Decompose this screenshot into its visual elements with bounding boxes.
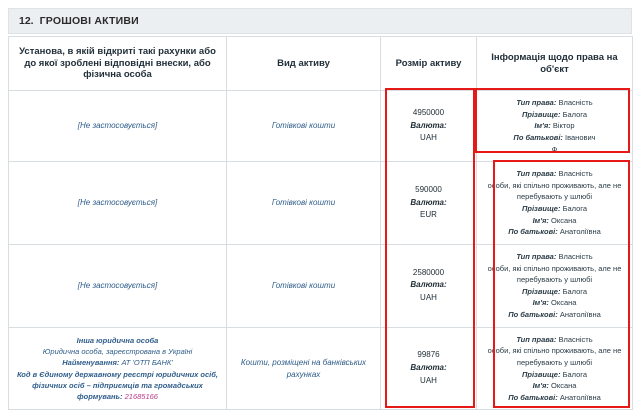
firstname-value: Віктор: [552, 121, 575, 131]
not-applicable-label: [Не застосовується]: [77, 121, 158, 131]
lastname-label: Прізвище:: [521, 204, 561, 213]
firstname-value: Оксана: [551, 298, 577, 308]
asset-amount-value: 2580000: [412, 267, 445, 277]
firstname-value: Оксана: [551, 215, 577, 225]
firstname-value: Оксана: [551, 381, 577, 391]
not-applicable-label: [Не застосовується]: [77, 280, 158, 290]
asset-amount-value: 99876: [417, 350, 440, 360]
asset-kind-label: Готівкові кошти: [271, 280, 336, 290]
firstname-label: Ім'я:: [534, 121, 551, 131]
column-header-institution: Установа, в якій відкриті такі рахунки або до якої зроблені відповідні внески, або фізична особа: [9, 37, 227, 91]
section-title: ГРОШОВІ АКТИВИ: [39, 15, 139, 27]
cell-institution: [9, 91, 227, 162]
currency-label: Валюта:: [410, 363, 447, 373]
currency-label: Валюта:: [410, 197, 447, 207]
patronymic-label: По батькові:: [508, 392, 558, 402]
patronymic-label: По батькові:: [513, 132, 563, 142]
right-type-label: Тип права:: [516, 169, 557, 179]
lastname-value: Балога: [562, 204, 588, 213]
asset-amount-value: 4950000: [412, 107, 445, 117]
table-row: [9, 327, 633, 410]
not-applicable-label: [Не застосовується]: [77, 198, 158, 207]
column-header-asset-kind: Вид активу: [227, 37, 381, 91]
cell-asset-kind: [227, 162, 381, 245]
lastname-value: Балога: [562, 286, 588, 296]
cell-asset-size: [381, 91, 477, 162]
cell-asset-size: [381, 244, 477, 327]
cell-institution: [9, 162, 227, 245]
cell-asset-size: [381, 327, 477, 410]
cell-institution: [9, 244, 227, 327]
lastname-label: Прізвище:: [521, 286, 561, 296]
patronymic-value: Анатоліївна: [559, 392, 601, 402]
right-type-label: Тип права:: [516, 334, 557, 344]
table-row: [9, 162, 633, 245]
firstname-label: Ім'я:: [532, 298, 549, 308]
lastname-value: Балога: [562, 369, 588, 379]
asset-kind-label: Готівкові кошти: [271, 121, 336, 131]
asset-kind-label: Готівкові кошти: [271, 198, 336, 207]
patronymic-label: По батькові:: [508, 310, 558, 319]
cell-asset-kind: [227, 244, 381, 327]
institution-heading: Інша юридична особа: [76, 335, 159, 345]
column-header-asset-size: Розмір активу: [381, 37, 477, 91]
right-type-value: Власність: [558, 169, 593, 179]
institution-code-value: 21685166: [124, 392, 158, 401]
cell-asset-size: [381, 162, 477, 245]
right-type-value: Власність: [558, 251, 593, 261]
patronymic-label: По батькові:: [508, 227, 558, 237]
asset-amount-value: 590000: [415, 184, 442, 194]
table-header-row: [9, 37, 633, 91]
rights-note: особи, які спільно проживають, але не перебувають у шлюбі: [487, 346, 622, 367]
cell-rights-info: [477, 91, 633, 162]
institution-code-label: Код в Єдиному державному реєстрі юридичних осіб, фізичних осіб – підприємців та громадських формувань:: [16, 369, 218, 401]
section-header: [8, 8, 632, 34]
rights-note: особи, які спільно проживають, але не перебувають у шлюбі: [487, 263, 622, 285]
cell-asset-kind: [227, 327, 381, 410]
table-row: [9, 91, 633, 162]
firstname-label: Ім'я:: [532, 215, 549, 225]
asset-kind-label: Кошти, розміщені на банківських рахунках: [240, 357, 367, 379]
currency-label: Валюта:: [410, 120, 447, 130]
rights-note: особи, які спільно проживають, але не перебувають у шлюбі: [487, 180, 622, 202]
cell-rights-info: [477, 327, 633, 410]
currency-value: UAH: [420, 133, 437, 143]
table-row: [9, 244, 633, 327]
institution-name-value: АТ 'ОТП БАНК': [121, 358, 173, 368]
cell-asset-kind: [227, 91, 381, 162]
cell-institution: [9, 327, 227, 410]
firstname-label: Ім'я:: [532, 381, 549, 391]
column-header-rights: Інформація щодо права на об'єкт: [477, 37, 633, 91]
institution-name-label: Найменування:: [62, 358, 120, 368]
right-type-label: Тип права:: [516, 251, 557, 261]
rights-extra-text: Ф: [551, 144, 558, 154]
cell-rights-info: [477, 244, 633, 327]
right-type-value: Власність: [558, 98, 593, 107]
patronymic-value: Іванович: [565, 132, 596, 142]
section-number: 12.: [19, 15, 34, 27]
currency-value: UAH: [420, 293, 437, 303]
patronymic-value: Анатоліївна: [559, 310, 601, 319]
monetary-assets-table: [8, 36, 633, 410]
right-type-value: Власність: [558, 334, 593, 344]
institution-subheading: Юридична особа, зареєстрована в Україні: [42, 347, 193, 356]
patronymic-value: Анатоліївна: [559, 227, 601, 237]
currency-value: EUR: [420, 210, 437, 220]
cell-rights-info: [477, 162, 633, 245]
currency-value: UAH: [420, 375, 437, 385]
currency-label: Валюта:: [410, 280, 447, 290]
lastname-label: Прізвище:: [521, 109, 561, 119]
lastname-value: Балога: [562, 109, 588, 119]
right-type-label: Тип права:: [516, 98, 557, 107]
lastname-label: Прізвище:: [521, 369, 561, 379]
